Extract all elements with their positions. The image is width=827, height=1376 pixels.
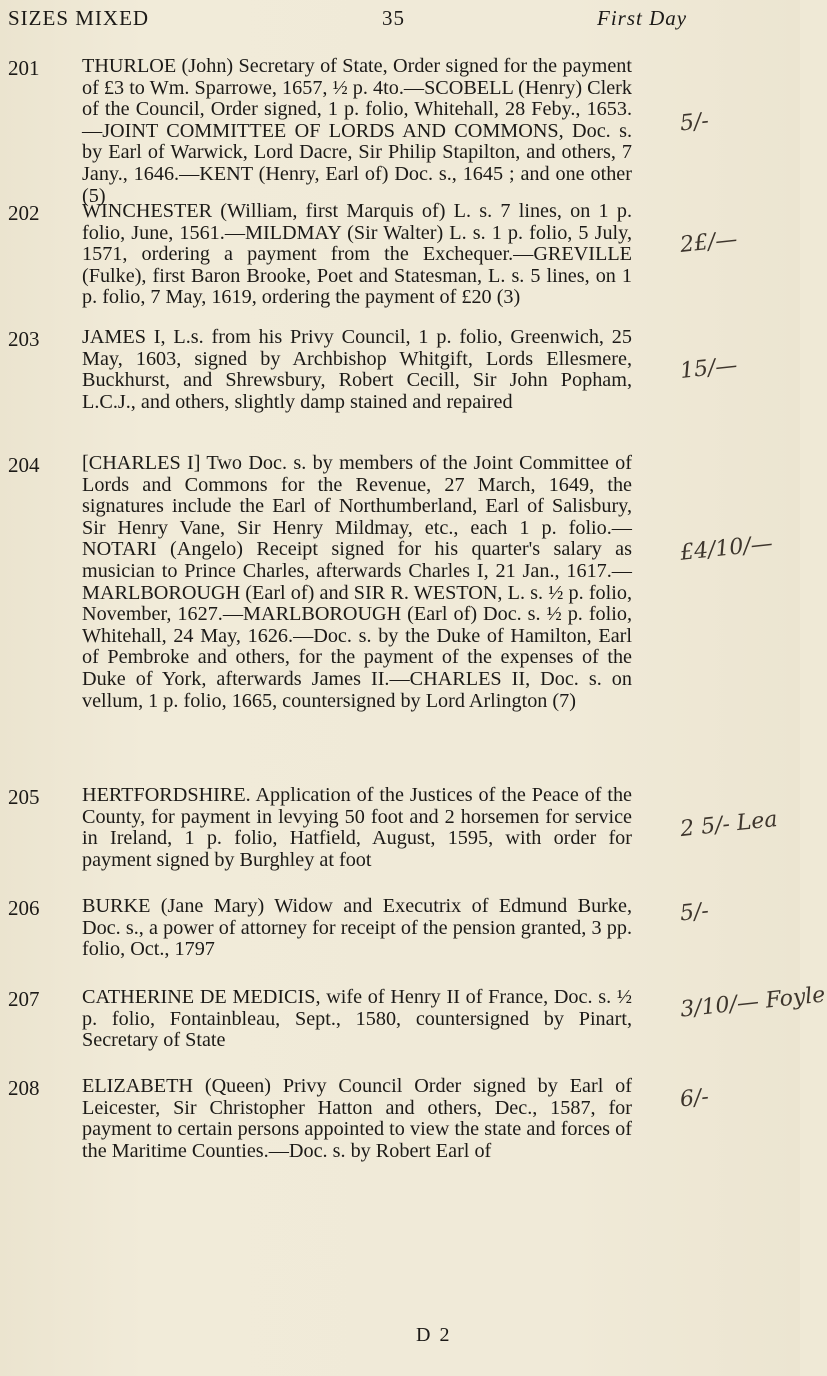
price-annotation: 2£/— [678, 227, 739, 258]
lot-number: 201 [8, 56, 40, 80]
price-annotation: 3/10/— Foyle [679, 982, 827, 1023]
price-annotation: £4/10/— [678, 531, 774, 566]
lot-number: 204 [8, 453, 40, 477]
lot-number: 208 [8, 1076, 40, 1100]
header-right: First Day [597, 6, 688, 30]
price-annotation: 6/- [678, 1084, 711, 1113]
price-annotation: 5/- [678, 108, 711, 137]
header-page-number: 35 [382, 6, 405, 30]
lot-number: 206 [8, 896, 40, 920]
price-annotation: 2 5/- Lea [678, 806, 779, 843]
signature-mark: D 2 [416, 1324, 452, 1346]
page-header [8, 6, 788, 36]
lot-description: THURLOE (John) Secretary of State, Order signed for the payment of £3 to Wm. Sparrowe, 1657, ½ p. 4to.—SCOBELL (Henry) Clerk of the Council, Order signed, 1 p. folio, Whitehall, 28 Feby., 1653.—JOINT COMMITTEE OF LORDS AND COMMONS, Doc. s. by Earl of Warwick, Lord Dacre, Sir Philip Stapilton, and others, 7 Jany., 1646.—KENT (Henry, Earl of) Doc. s., 1645 ; and one other (5) [82, 55, 632, 207]
lot-number: 205 [8, 785, 40, 809]
price-annotation: 5/- [678, 898, 711, 927]
lot-description: CATHERINE DE MEDICIS, wife of Henry II of France, Doc. s. ½ p. folio, Fontainbleau, Sept., 1580, countersigned by Pinart, Secretary of State [82, 986, 632, 1052]
lot-description: HERTFORDSHIRE. Application of the Justices of the Peace of the County, for payment in levying 50 foot and 2 horsemen for service in Ireland, 1 p. folio, Hatfield, August, 1595, with order for payment signed by Burghley at foot [82, 784, 632, 871]
lot-number: 202 [8, 201, 40, 225]
lot-number: 203 [8, 327, 40, 351]
price-annotation: 15/— [678, 353, 739, 384]
lot-description: [CHARLES I] Two Doc. s. by members of the Joint Committee of Lords and Commons for the Revenue, 27 March, 1649, the signatures include the Earl of Northumberland, Earl of Salisbury, Sir Henry Vane, Sir Henry Mildmay, etc., each 1 p. folio.—NOTARI (Angelo) Receipt signed for his quarter's salary as musician to Prince Charles, afterwards Charles I, 21 Jan., 1617.—MARLBOROUGH (Earl of) and SIR R. WESTON, L. s. ½ p. folio, November, 1627.—MARLBOROUGH (Earl of) Doc. s. ½ p. folio, Whitehall, 24 May, 1626.—Doc. s. by the Duke of Hamilton, Earl of Pembroke and others, for the payment of the expenses of the Duke of York, afterwards James II.—CHARLES II, Doc. s. on vellum, 1 p. folio, 1665, countersigned by Lord Arlington (7) [82, 452, 632, 712]
lot-description: BURKE (Jane Mary) Widow and Executrix of Edmund Burke, Doc. s., a power of attorney for receipt of the pension granted, 3 pp. folio, Oct., 1797 [82, 895, 632, 961]
lot-number: 207 [8, 987, 40, 1011]
lot-description: JAMES I, L.s. from his Privy Council, 1 p. folio, Greenwich, 25 May, 1603, signed by Archbishop Whitgift, Lords Ellesmere, Buckhurst, and Shrewsbury, Robert Cecill, Sir John Popham, L.C.J., and others, slightly damp stained and repaired [82, 326, 632, 413]
lot-description: WINCHESTER (William, first Marquis of) L. s. 7 lines, on 1 p. folio, June, 1561.—MILDMAY (Sir Walter) L. s. 1 p. folio, 5 July, 1571, ordering a payment from the Exchequer.—GREVILLE (Fulke), first Baron Brooke, Poet and Statesman, L. s. 5 lines, on 1 p. folio, 7 May, 1619, ordering the payment of £20 (3) [82, 200, 632, 309]
header-left: SIZES MIXED [8, 6, 150, 30]
lot-description: ELIZABETH (Queen) Privy Council Order signed by Earl of Leicester, Sir Christopher Hatton and others, Dec., 1587, for payment to certain persons appointed to view the state and forces of the Maritime Counties.—Doc. s. by Robert Earl of [82, 1075, 632, 1162]
